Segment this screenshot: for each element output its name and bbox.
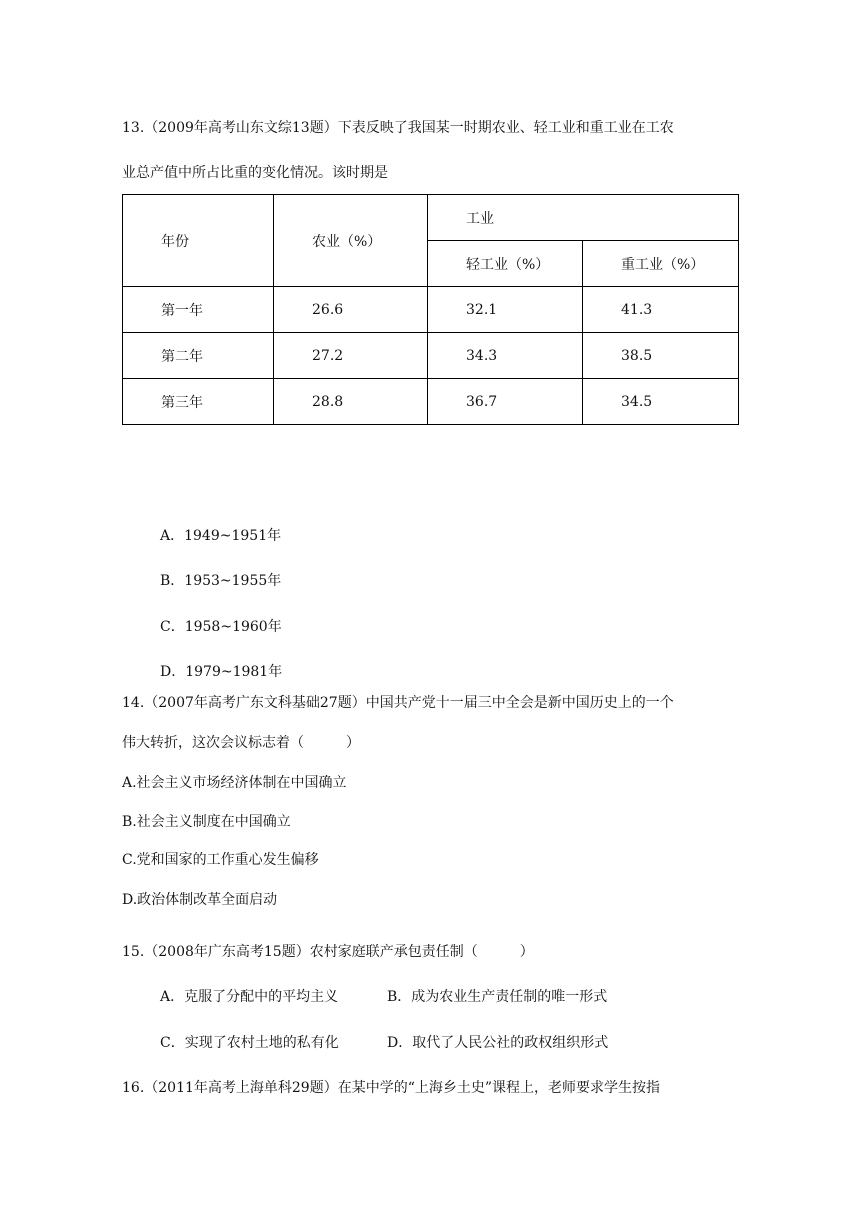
q15-option-d: D．取代了人民公社的政权组织形式 bbox=[387, 1035, 609, 1051]
q15-option-c: C．实现了农村土地的私有化 bbox=[160, 1035, 339, 1051]
q13-option-b: B．1953~1955年 bbox=[160, 573, 282, 589]
q15-option-a: A．克服了分配中的平均主义 bbox=[160, 989, 339, 1005]
q15-option-b: B．成为农业生产责任制的唯一形式 bbox=[387, 989, 608, 1005]
cell-agriculture: 28.8 bbox=[274, 379, 428, 425]
cell-light-industry: 36.7 bbox=[428, 379, 583, 425]
q13-option-c: C．1958~1960年 bbox=[160, 619, 282, 635]
table-row bbox=[123, 333, 739, 379]
cell-heavy-industry: 34.5 bbox=[583, 379, 739, 425]
cell-light-industry: 34.3 bbox=[428, 333, 583, 379]
cell-agriculture: 26.6 bbox=[274, 287, 428, 333]
q13-stem-line2: 业总产值中所占比重的变化情况。该时期是 bbox=[122, 165, 388, 181]
header-light-industry: 轻工业（%） bbox=[428, 241, 583, 287]
cell-agriculture: 27.2 bbox=[274, 333, 428, 379]
q14-option-c: C.党和国家的工作重心发生偏移 bbox=[122, 852, 319, 868]
q14-option-a: A.社会主义市场经济体制在中国确立 bbox=[122, 775, 347, 791]
q14-stem-line1: 14.（2007年高考广东文科基础27题）中国共产党十一届三中全会是新中国历史上的一个 bbox=[122, 695, 674, 711]
q14-option-b: B.社会主义制度在中国确立 bbox=[122, 814, 291, 830]
table-row bbox=[123, 287, 739, 333]
q15-stem: 15.（2008年广东高考15题）农村家庭联产承包责任制（ ） bbox=[122, 944, 534, 960]
q13-stem-line1: 13.（2009年高考山东文综13题）下表反映了我国某一时期农业、轻工业和重工业在工农 bbox=[122, 120, 674, 136]
cell-year: 第一年 bbox=[123, 287, 274, 333]
table-row bbox=[123, 379, 739, 425]
cell-heavy-industry: 38.5 bbox=[583, 333, 739, 379]
q13-option-d: D．1979~1981年 bbox=[160, 664, 283, 680]
cell-light-industry: 32.1 bbox=[428, 287, 583, 333]
q13-data-table bbox=[122, 194, 739, 425]
cell-year: 第二年 bbox=[123, 333, 274, 379]
q14-option-d: D.政治体制改革全面启动 bbox=[122, 892, 278, 908]
q13-option-a: A．1949~1951年 bbox=[160, 528, 282, 544]
header-industry: 工业 bbox=[428, 195, 739, 241]
cell-year: 第三年 bbox=[123, 379, 274, 425]
cell-heavy-industry: 41.3 bbox=[583, 287, 739, 333]
header-agriculture: 农业（%） bbox=[274, 195, 428, 287]
q16-stem-line1: 16.（2011年高考上海单科29题）在某中学的“上海乡土史”课程上，老师要求学生按指 bbox=[122, 1080, 661, 1096]
header-year: 年份 bbox=[123, 195, 274, 287]
header-heavy-industry: 重工业（%） bbox=[583, 241, 739, 287]
q14-stem-line2: 伟大转折，这次会议标志着（ ） bbox=[122, 735, 360, 751]
